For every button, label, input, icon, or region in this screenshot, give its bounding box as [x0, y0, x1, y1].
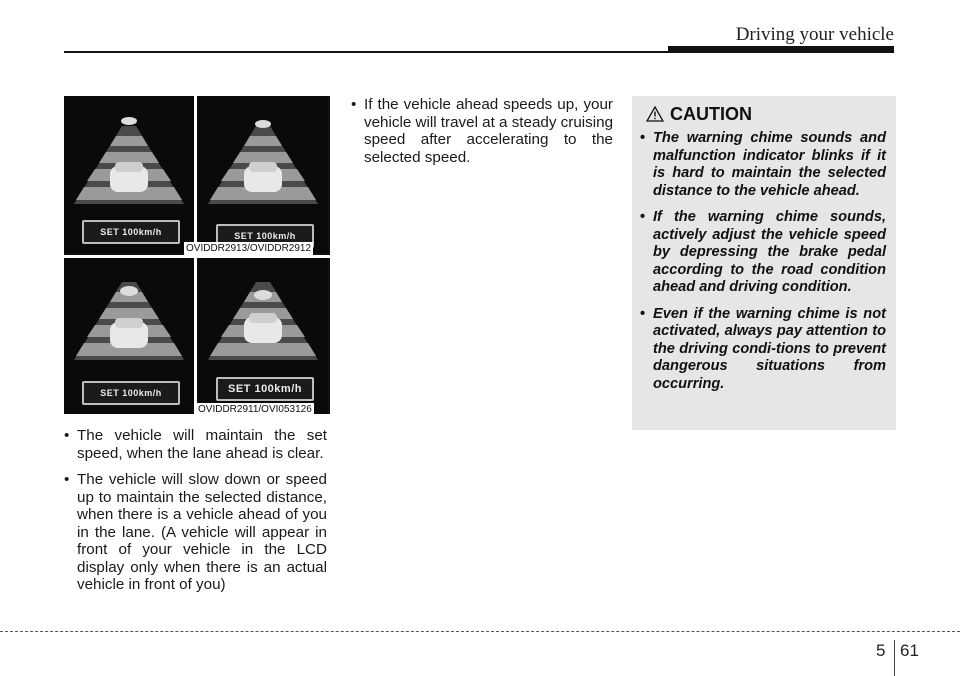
list-item: • If the vehicle ahead speeds up, your vehicle will travel at a steady cruising speed after accelerating to the selected speed.	[351, 96, 613, 166]
list-item: • Even if the warning chime is not activated, always pay attention to the driving condi-tions to prevent dangerous situations from occurring.	[640, 306, 886, 394]
header-rule-accent	[668, 46, 894, 53]
lcd-panel-1	[64, 96, 194, 253]
figure-code-bottom: OVIDDR2911/OVI053126	[198, 404, 312, 415]
lcd-panel-2	[198, 96, 328, 253]
set-speed-readout: SET 100km/h	[82, 381, 180, 405]
set-speed-readout: SET 100km/h	[216, 377, 314, 401]
list-item: • The vehicle will maintain the set speed, when the lane ahead is clear.	[64, 427, 327, 462]
lcd-panel-3	[64, 257, 194, 414]
list-item: • The vehicle will slow down or speed up to maintain the selected distance, when there is a vehicle ahead of you in the lane. (A vehicle will appear in front of your vehicle in the LCD display only when there is an actual vehicle in front of you)	[64, 471, 327, 594]
page-number: 61	[900, 641, 919, 660]
lcd-panel-4	[198, 257, 328, 414]
caution-title: CAUTION	[670, 104, 752, 124]
section-title: Driving your vehicle	[735, 24, 894, 45]
set-speed-readout: SET 100km/h	[216, 224, 314, 248]
footer-divider	[894, 640, 895, 676]
chapter-number: 5	[876, 641, 886, 660]
warning-triangle-icon	[646, 106, 664, 122]
caution-box	[632, 96, 896, 430]
list-item: • If the warning chime sounds, actively adjust the vehicle speed by depressing the brake pedal according to the road condition ahead and driving condition.	[640, 209, 886, 297]
figure-code-top: OVIDDR2913/OVIDDR2912	[186, 243, 312, 254]
caution-list	[640, 130, 886, 402]
left-bullet-list	[64, 427, 327, 603]
set-speed-readout: SET 100km/h	[82, 220, 180, 244]
list-item: • The warning chime sounds and malfunction indicator blinks if it is hard to maintain the selected distance to the vehicle ahead.	[640, 130, 886, 200]
footer-rule	[0, 631, 960, 632]
middle-bullet-list	[351, 96, 613, 175]
